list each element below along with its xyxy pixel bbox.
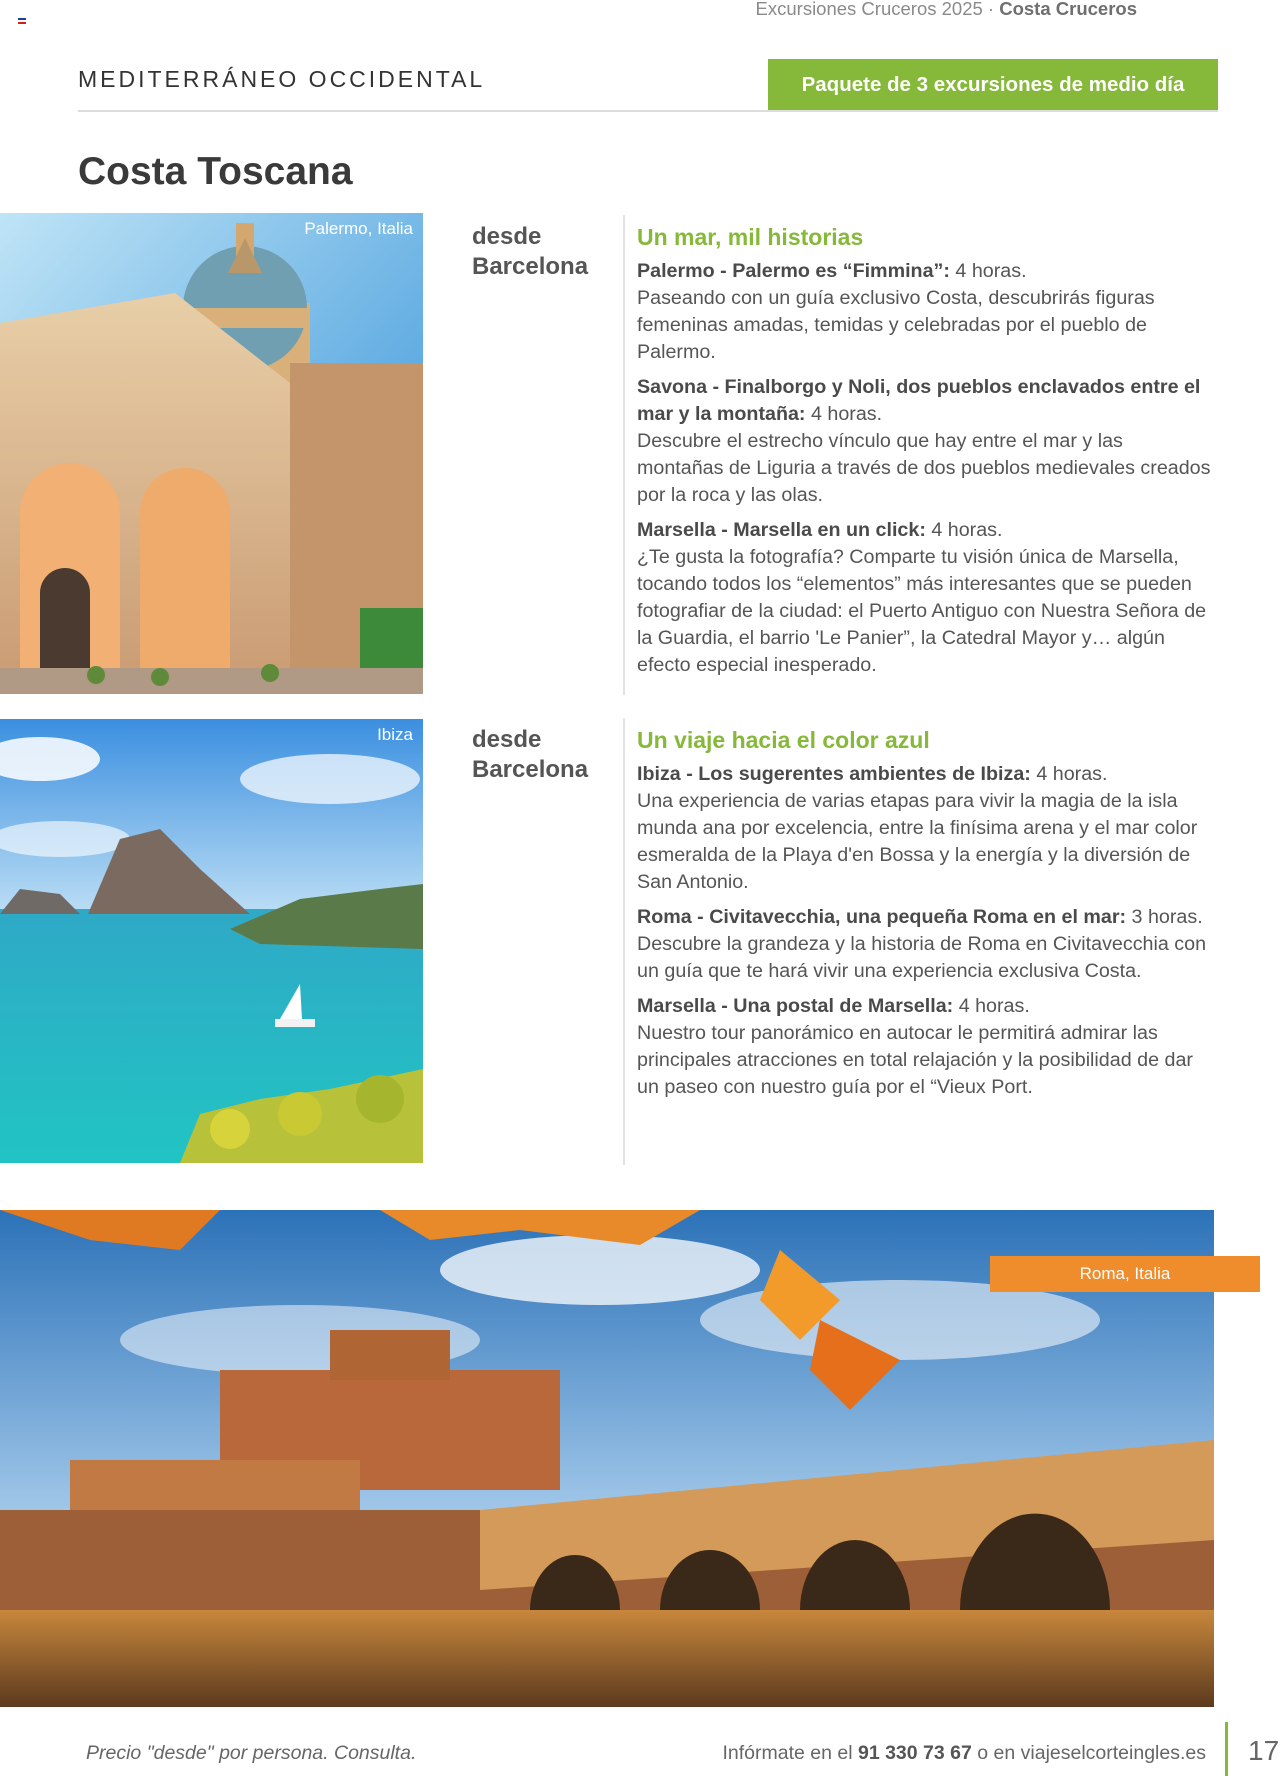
- contact-info: [722, 1742, 1206, 1765]
- package-title: Un mar, mil historias: [637, 224, 864, 250]
- photo-location-badge: Roma, Italia: [990, 1256, 1260, 1292]
- excursion-name: Ibiza - Los sugerentes ambientes de Ibiza:: [637, 763, 1031, 785]
- footer-accent-bar: [1225, 1722, 1228, 1776]
- brand-name: Costa Cruceros: [999, 0, 1137, 19]
- excursion-name: Marsella - Marsella en un click:: [637, 519, 926, 541]
- excursion-item: [637, 374, 1213, 509]
- from-port-name: Barcelona: [472, 253, 589, 280]
- column-divider: [623, 215, 625, 695]
- excursion-name: Marsella - Una postal de Marsella:: [637, 995, 954, 1017]
- page-number: 17: [1248, 1735, 1280, 1766]
- contact-prefix: Infórmate en el: [722, 1742, 853, 1764]
- excursion-package: [637, 725, 1213, 1109]
- header-divider: [78, 110, 1218, 112]
- excursion-description: Paseando con un guía exclusivo Costa, descubrirás figuras femeninas amadas, temidas y celebradas por el pueblo de Palermo.: [637, 287, 1155, 363]
- departure-port: [472, 725, 588, 785]
- excursion-name: Palermo - Palermo es “Fimmina”:: [637, 260, 950, 282]
- excursion-duration: 4 horas.: [955, 260, 1027, 282]
- section-title: MEDITERRÁNEO OCCIDENTAL: [78, 66, 486, 92]
- photo-caption: Ibiza: [377, 725, 413, 744]
- excursion-item: [637, 993, 1213, 1101]
- from-prefix: desde: [472, 726, 542, 753]
- contact-middle: o en: [977, 1742, 1016, 1764]
- excursion-duration: 3 horas.: [1131, 906, 1203, 928]
- excursion-name: Roma - Civitavecchia, una pequeña Roma en el mar:: [637, 906, 1127, 928]
- excursion-description: Una experiencia de varias etapas para vivir la magia de la isla munda ana por excelencia, entre la finísima arena y el mar color esmeralda de la Playa d'en Bossa y la energía y la diversión de San Antonio.: [637, 790, 1198, 893]
- language-flag-icon: [18, 18, 26, 24]
- from-prefix: desde: [472, 223, 542, 250]
- excursion-duration: 4 horas.: [958, 995, 1030, 1017]
- photo-caption: Palermo, Italia: [304, 219, 413, 238]
- excursion-item: [637, 904, 1213, 985]
- excursion-description: Nuestro tour panorámico en autocar le permitirá admirar las principales atracciones en total relajación y la posibilidad de dar un paseo con nuestro guía por el “Vieux Port.: [637, 1022, 1193, 1098]
- column-divider: [623, 718, 625, 1165]
- excursion-duration: 4 horas.: [1036, 763, 1108, 785]
- package-title: Un viaje hacia el color azul: [637, 727, 930, 753]
- header-separator: ·: [987, 0, 995, 19]
- page-title: Costa Toscana: [78, 150, 353, 193]
- publication-name: Excursiones Cruceros 2025: [755, 0, 983, 19]
- excursion-item: [637, 761, 1213, 896]
- excursion-item: [637, 258, 1213, 366]
- phone-number[interactable]: 91 330 73 67: [857, 1742, 972, 1764]
- excursion-package: [637, 222, 1213, 687]
- excursion-duration: 4 horas.: [931, 519, 1003, 541]
- price-note: Precio "desde" por persona. Consulta.: [86, 1742, 417, 1764]
- departure-port: [472, 222, 588, 282]
- excursion-item: [637, 517, 1213, 679]
- excursion-description: Descubre el estrecho vínculo que hay entre el mar y las montañas de Liguria a través de dos pueblos medievales creados por la roca y las olas.: [637, 430, 1211, 506]
- website-link[interactable]: viajeselcorteingles.es: [1020, 1742, 1206, 1764]
- excursion-description: ¿Te gusta la fotografía? Comparte tu visión única de Marsella, tocando todos los “elementos” más interesantes que se pueden fotografiar de la ciudad: el Puerto Antiguo con Nuestra Señora de la Guardia, el barrio 'Le Panier”, la Catedral Mayor y… algún efecto especial inesperado.: [637, 546, 1207, 676]
- package-badge: Paquete de 3 excursiones de medio día: [768, 59, 1218, 111]
- excursion-description: Descubre la grandeza y la historia de Roma en Civitavecchia con un guía que te hará vivir una experiencia exclusiva Costa.: [637, 933, 1207, 982]
- ibiza-photo: [0, 719, 423, 1163]
- excursion-duration: 4 horas.: [810, 403, 883, 425]
- running-header: [756, 0, 1137, 18]
- palermo-cathedral-photo: [0, 213, 423, 694]
- from-port-name: Barcelona: [472, 756, 589, 783]
- excursion-name: Savona - Finalborgo y Noli, dos pueblos enclavados entre el mar y la montaña:: [637, 376, 1201, 425]
